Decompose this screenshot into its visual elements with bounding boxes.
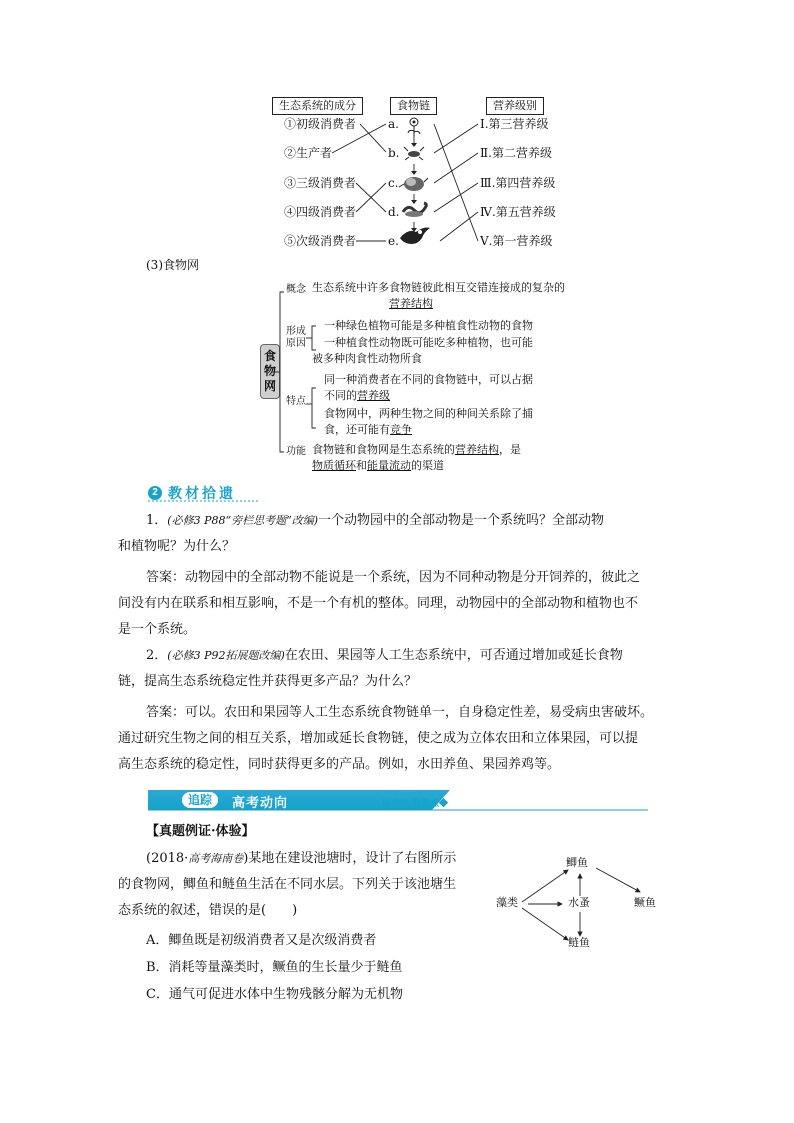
section-number-badge: 2 bbox=[148, 486, 162, 500]
food-web-root-text: 食物网 bbox=[264, 349, 277, 393]
function-line-2 bbox=[312, 458, 444, 474]
option-a: A．鲫鱼既是初级消费者又是次级消费者 bbox=[146, 933, 377, 948]
answer-2-line-1: 答案：可以。农田和果园等人工生态系统食物链单一，自身稳定性差，易受病虫害破坏。 bbox=[146, 705, 654, 720]
level-5: Ⅴ.第一营养级 bbox=[480, 234, 553, 248]
answer-1-line-2: 间没有内在联系和相互影响，不是一个有机的整体。同理，动物园中的全部动物和植物也不 bbox=[118, 596, 639, 611]
function-b-mid: 和 bbox=[356, 459, 367, 472]
answer-1-line-3: 是一个系统。 bbox=[118, 622, 197, 637]
question-1-source: (必修3 P88“旁栏思考题”改编) bbox=[167, 514, 319, 527]
exam-question-text-a: )某地在建设池塘时，设计了右图所示 bbox=[243, 851, 457, 866]
function-label: 功能 bbox=[286, 446, 306, 457]
real-question-heading: 【真题例证·体验】 bbox=[146, 824, 255, 839]
feature-2b-text: 食，还可能有 bbox=[324, 423, 390, 436]
component-2: ②生产者 bbox=[284, 146, 333, 160]
question-2-num: 2． bbox=[146, 648, 168, 663]
level-1: Ⅰ.第三营养级 bbox=[480, 117, 549, 131]
chain-label-e: e. bbox=[388, 234, 399, 248]
food-web-brackets bbox=[0, 0, 794, 470]
header-levels: 营养级别 bbox=[486, 97, 544, 115]
feature-2a: 食物网中，两种生物之间的种间关系除了捕 bbox=[324, 407, 533, 420]
node-algae: 藻类 bbox=[496, 896, 518, 909]
exam-question-year: (2018· bbox=[146, 851, 189, 866]
section-exam-rule bbox=[148, 809, 648, 812]
concept-line-2 bbox=[312, 296, 433, 312]
node-silver-carp: 鲢鱼 bbox=[568, 936, 590, 949]
section-textbook-underline bbox=[148, 500, 258, 503]
function-a-text: 食物链和食物网是生态系统的 bbox=[312, 443, 455, 456]
component-4: ④四级消费者 bbox=[284, 205, 357, 219]
node-water-flea: 水蚤 bbox=[568, 896, 590, 909]
question-2-text-b: 链，提高生态系统稳定性并获得更多产品？为什么？ bbox=[118, 674, 418, 689]
feature-1b bbox=[324, 388, 390, 404]
question-2 bbox=[146, 643, 623, 669]
chain-label-b: b. bbox=[388, 146, 400, 160]
feature-label: 特点 bbox=[286, 396, 306, 407]
node-crucian: 鲫鱼 bbox=[566, 856, 588, 869]
cause-label: 形成原因 bbox=[286, 326, 306, 349]
food-web-heading: (3)食物网 bbox=[146, 258, 199, 272]
chain-label-d: d. bbox=[388, 205, 400, 219]
answer-2-line-2: 通过研究生物之间的相互关系，增加或延长食物链，使之成为立体农田和立体果园，可以提 bbox=[118, 731, 639, 746]
question-1-text-b: 和植物呢？为什么？ bbox=[118, 539, 236, 554]
concept-label: 概念 bbox=[286, 284, 306, 295]
question-1-text-a: 一个动物园中的全部动物是一个系统吗？全部动物 bbox=[318, 513, 605, 528]
component-5: ⑤次级消费者 bbox=[284, 234, 357, 248]
function-b-post: 的渠道 bbox=[411, 459, 444, 472]
option-b: B．消耗等量藻类时，鳜鱼的生长量少于鲢鱼 bbox=[146, 960, 403, 975]
question-1-num: 1． bbox=[146, 513, 168, 528]
node-mandarin: 鳜鱼 bbox=[634, 896, 656, 909]
exam-question-line-1 bbox=[146, 846, 456, 872]
feature-1b-underlined: 营养级 bbox=[357, 389, 390, 402]
component-1: ①初级消费者 bbox=[284, 117, 357, 131]
chain-label-c: c. bbox=[388, 176, 399, 190]
section-exam-title: 高考动向 bbox=[232, 795, 289, 810]
header-components: 生态系统的成分 bbox=[272, 97, 363, 115]
cause-2b: 被多种肉食性动物所食 bbox=[312, 352, 422, 365]
section-textbook-title: 教材拾遗 bbox=[168, 485, 236, 501]
header-chain: 食物链 bbox=[390, 97, 437, 115]
feature-2b bbox=[324, 422, 412, 438]
section-exam-right: 研考法·通热点◆ bbox=[382, 798, 448, 808]
component-3: ③三级消费者 bbox=[284, 176, 357, 190]
concept-text: 生态系统中许多食物链彼此相互交错连接成的复杂的 bbox=[312, 281, 565, 294]
question-2-text-a: 在农田、果园等人工生态系统中，可否通过增加或延长食物 bbox=[284, 648, 623, 663]
answer-1-line-1: 答案：动物园中的全部动物不能说是一个系统，因为不同种动物是分开饲养的，彼此之 bbox=[146, 570, 641, 585]
chain-label-a: a. bbox=[388, 117, 399, 131]
feature-1b-text: 不同的 bbox=[324, 389, 357, 402]
exam-question-line-2: 的食物网，鲫鱼和鲢鱼生活在不同水层。下列关于该池塘生 bbox=[118, 877, 457, 892]
section-exam-tag: 追踪 bbox=[182, 792, 218, 808]
function-a-underlined: 营养结构 bbox=[455, 443, 499, 456]
option-c: C．通气可促进水体中生物残骸分解为无机物 bbox=[146, 987, 403, 1002]
question-1 bbox=[146, 508, 604, 534]
question-2-source: (必修3 P92拓展题改编) bbox=[167, 649, 285, 662]
cause-2a: 一种植食性动物既可能吃多种植物，也可能 bbox=[324, 336, 533, 349]
function-a-post: ，是 bbox=[499, 443, 521, 456]
cause-1: 一种绿色植物可能是多种植食性动物的食物 bbox=[324, 319, 533, 332]
exam-question-line-3: 态系统的叙述，错误的是( ) bbox=[118, 903, 298, 918]
answer-2-line-3: 高生态系统的稳定性，同时获得更多的产品。例如，水田养鱼、果园养鸡等。 bbox=[118, 757, 561, 772]
exam-question-source: 高考海南卷 bbox=[188, 852, 244, 865]
function-b-underlined-1: 物质循环 bbox=[312, 459, 356, 472]
level-2: Ⅱ.第二营养级 bbox=[480, 146, 552, 160]
function-line-1 bbox=[312, 442, 521, 458]
concept-underlined: 营养结构 bbox=[389, 297, 433, 310]
level-4: Ⅳ.第五营养级 bbox=[480, 205, 556, 219]
feature-2b-underlined: 竞争 bbox=[390, 423, 412, 436]
function-b-underlined-2: 能量流动 bbox=[367, 459, 411, 472]
level-3: Ⅲ.第四营养级 bbox=[480, 176, 556, 190]
feature-1a: 同一种消费者在不同的食物链中，可以占据 bbox=[324, 373, 533, 386]
concept-line-1 bbox=[312, 280, 567, 296]
